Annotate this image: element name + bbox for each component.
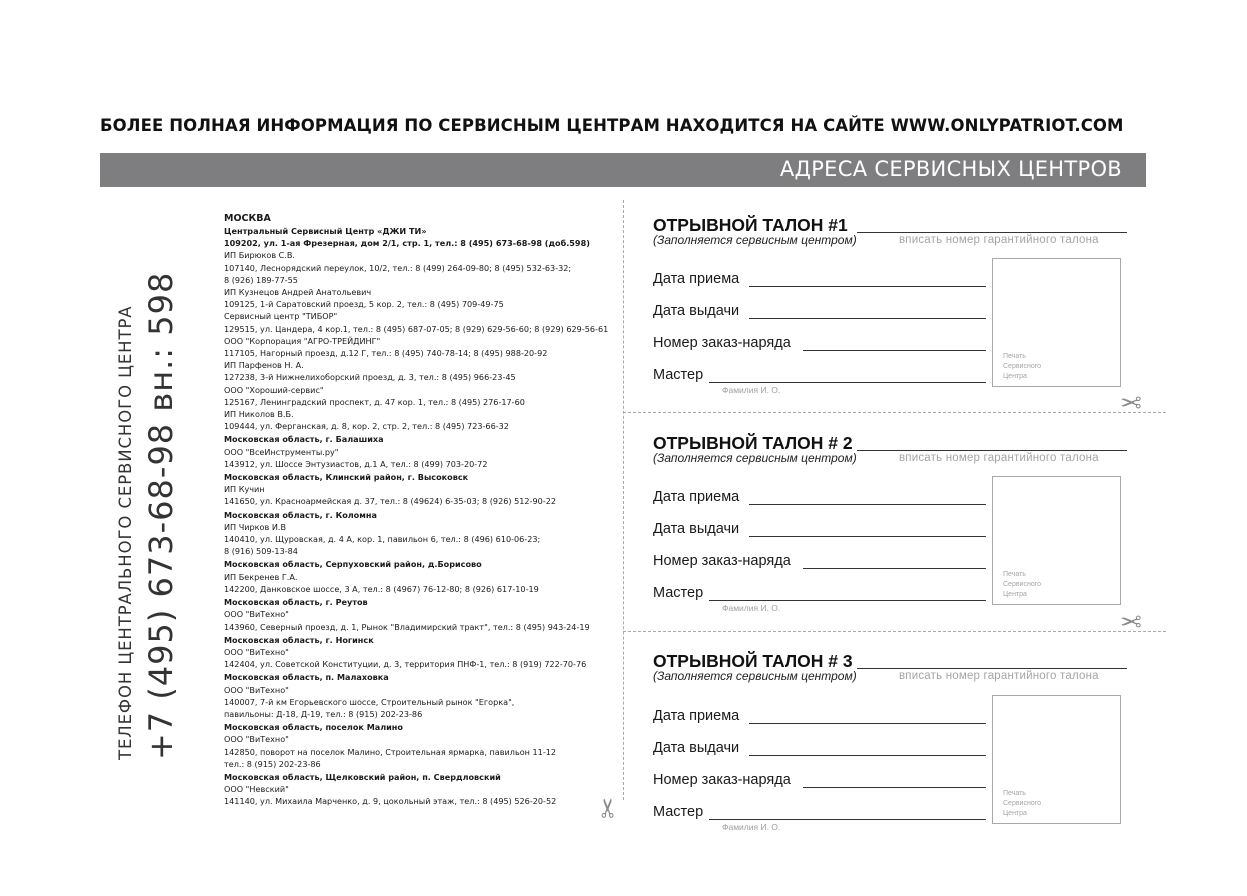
address-line: 142404, ул. Советской Конституции, д. 3, территория ПНФ-1, тел.: 8 (919) 722-70-76	[224, 659, 587, 670]
region-heading: Московская область, Клинский район, г. Высоковск	[224, 472, 469, 483]
field-label-date-received: Дата приема	[653, 708, 740, 724]
phone-label: ТЕЛЕФОН ЦЕНТРАЛЬНОГО СЕРВИСНОГО ЦЕНТРА	[116, 305, 135, 760]
field-label-date-received: Дата приема	[653, 489, 740, 505]
field-label-master: Мастер	[653, 367, 704, 383]
section-banner	[100, 153, 1146, 187]
region-heading: Московская область, поселок Малино	[224, 722, 403, 733]
address-line: ООО "ВиТехно"	[224, 646, 289, 657]
address-line: 109125, 1-й Саратовский проезд, 5 кор. 2, тел.: 8 (495) 709-49-75	[224, 299, 504, 310]
warranty-number-hint: вписать номер гарантийного талона	[899, 670, 1099, 682]
field-label-master: Мастер	[653, 585, 704, 601]
stamp-caption: Печать Сервисного Центра	[1003, 353, 1042, 380]
city-heading: МОСКВА	[224, 213, 271, 224]
address-line: 109202, ул. 1-ая Фрезерная, дом 2/1, стр. 1, тел.: 8 (495) 673-68-98 (доб.598)	[224, 238, 590, 249]
address-line: 140410, ул. Щуровская, д. 4 А, кор. 1, павильон 6, тел.: 8 (496) 610-06-23;	[224, 534, 541, 545]
address-line: 140007, 7-й км Егорьевского шоссе, Строительный рынок "Егорка",	[224, 696, 515, 707]
address-line: ООО "ВиТехно"	[224, 684, 289, 695]
coupon-subtitle: (Заполняется сервисным центром)	[653, 451, 857, 465]
address-line: ИП Кузнецов Андрей Анатольевич	[224, 287, 372, 298]
scissors-icon: ✂	[593, 797, 624, 819]
address-line: Сервисный центр "ТИБОР"	[224, 311, 338, 322]
date-issued-line[interactable]	[749, 536, 986, 537]
region-heading: Московская область, г. Ногинск	[224, 634, 374, 645]
vertical-cut-line	[623, 200, 624, 800]
phone-number: +7 (495) 673-68-98 вн.: 598	[142, 271, 180, 760]
field-label-date-received: Дата приема	[653, 271, 740, 287]
service-address-list	[224, 213, 609, 808]
warranty-number-line[interactable]	[857, 668, 1127, 669]
scissors-icon: ✂	[1120, 386, 1142, 416]
warranty-number-hint: вписать номер гарантийного талона	[899, 234, 1099, 246]
warranty-number-hint: вписать номер гарантийного талона	[899, 452, 1099, 464]
master-name-hint: Фамилия И. О.	[722, 822, 781, 832]
stamp-caption: Печать Сервисного Центра	[1003, 571, 1042, 598]
date-issued-line[interactable]	[749, 318, 986, 319]
address-line: 141650, ул. Красноармейская д. 37, тел.: 8 (49624) 6-35-03; 8 (926) 512-90-22	[224, 496, 556, 507]
address-line: 107140, Леснорядский переулок, 10/2, тел.: 8 (499) 264-09-80; 8 (495) 532-63-32;	[224, 262, 572, 273]
address-line: ООО "ВсеИнструменты.ру"	[224, 446, 339, 457]
coupon-title: ОТРЫВНОЙ ТАЛОН # 3	[653, 651, 853, 671]
address-line: ООО "ВиТехно"	[224, 734, 289, 745]
phone-block	[115, 272, 183, 760]
order-number-line[interactable]	[803, 568, 986, 569]
address-line: тел.: 8 (915) 202-23-86	[224, 758, 321, 769]
region-heading: Московская область, Щелковский район, п. Свердловский	[224, 771, 501, 782]
address-line: 142200, Данковское шоссе, 3 А, тел.: 8 (4967) 76-12-80; 8 (926) 617-10-19	[224, 583, 539, 594]
warranty-number-line[interactable]	[857, 450, 1127, 451]
address-line: 8 (926) 189-77-55	[224, 274, 298, 285]
coupon-subtitle: (Заполняется сервисным центром)	[653, 669, 857, 683]
field-label-order-number: Номер заказ-наряда	[653, 553, 791, 569]
stamp-box	[992, 258, 1121, 387]
stamp-caption: Печать Сервисного Центра	[1003, 790, 1042, 817]
date-received-line[interactable]	[749, 286, 986, 287]
address-line: 129515, ул. Цандера, 4 кор.1, тел.: 8 (495) 687-07-05; 8 (929) 629-56-60; 8 (929) 629-56-61	[224, 323, 609, 334]
address-line: ООО "ВиТехно"	[224, 609, 289, 620]
address-line: ИП Бекренев Г.А.	[224, 571, 298, 582]
address-line: 117105, Нагорный проезд, д.12 Г, тел.: 8 (495) 740-78-14; 8 (495) 988-20-92	[224, 348, 548, 359]
address-line: ООО "Хороший-сервис"	[224, 384, 324, 395]
date-received-line[interactable]	[749, 504, 986, 505]
address-line: 143960, Северный проезд, д. 1, Рынок "Владимирский тракт", тел.: 8 (495) 943-24-19	[224, 621, 590, 632]
scissors-icon: ✂	[1120, 605, 1142, 635]
address-line: 125167, Ленинградский проспект, д. 47 кор. 1, тел.: 8 (495) 276-17-60	[224, 396, 525, 407]
address-line: ИП Парфенов Н. А.	[224, 360, 304, 371]
coupon-subtitle: (Заполняется сервисным центром)	[653, 233, 857, 247]
order-number-line[interactable]	[803, 787, 986, 788]
banner-title: АДРЕСА СЕРВИСНЫХ ЦЕНТРОВ	[779, 157, 1122, 181]
region-heading: Московская область, г. Балашиха	[224, 434, 384, 445]
address-line: ИП Бирюков С.В.	[224, 250, 296, 261]
field-label-master: Мастер	[653, 804, 704, 820]
stamp-box	[992, 476, 1121, 605]
address-line: 127238, 3-й Нижнелихоборский проезд, д. 3, тел.: 8 (495) 966-23-45	[224, 372, 516, 383]
address-line: ООО "Корпорация "АГРО-ТРЕЙДИНГ"	[224, 335, 381, 346]
region-heading: Московская область, г. Коломна	[224, 509, 377, 520]
site-info-heading: БОЛЕЕ ПОЛНАЯ ИНФОРМАЦИЯ ПО СЕРВИСНЫМ ЦЕНТРАМ НАХОДИТСЯ НА САЙТЕ WWW.ONLYPATRIOT.COM	[100, 116, 1124, 135]
address-line: ИП Чирков И.В	[224, 521, 287, 532]
address-line: 141140, ул. Михаила Марченко, д. 9, цокольный этаж, тел.: 8 (495) 526-20-52	[224, 796, 557, 807]
date-issued-line[interactable]	[749, 755, 986, 756]
master-name-hint: Фамилия И. О.	[722, 603, 781, 613]
address-line: Центральный Сервисный Центр «ДЖИ ТИ»	[224, 226, 427, 236]
field-label-date-issued: Дата выдачи	[653, 740, 740, 756]
tear-off-coupon-2	[653, 433, 1128, 653]
address-line: 143912, ул. Шоссе Энтузиастов, д.1 А, тел.: 8 (499) 703-20-72	[224, 458, 488, 469]
stamp-box	[992, 695, 1121, 824]
field-label-date-issued: Дата выдачи	[653, 521, 740, 537]
region-heading: Московская область, Серпуховский район, д.Борисово	[224, 559, 482, 570]
address-line: 142850, поворот на поселок Малино, Строительная ярмарка, павильон 11-12	[224, 746, 557, 757]
region-heading: Московская область, п. Малаховка	[224, 672, 389, 683]
master-line[interactable]	[709, 600, 986, 601]
address-line: ИП Николов В.Б.	[224, 409, 294, 420]
coupon-title: ОТРЫВНОЙ ТАЛОН # 2	[653, 433, 853, 453]
address-line: павильоны: Д-18, Д-19, тел.: 8 (915) 202-23-86	[224, 708, 423, 719]
region-heading: Московская область, г. Реутов	[224, 597, 368, 608]
field-label-order-number: Номер заказ-наряда	[653, 772, 791, 788]
address-line: ООО "Невский"	[224, 784, 289, 795]
tear-off-coupon-3	[653, 651, 1128, 871]
master-line[interactable]	[709, 819, 986, 820]
address-line: 109444, ул. Ферганская, д. 8, кор. 2, стр. 2, тел.: 8 (495) 723-66-32	[224, 421, 509, 432]
date-received-line[interactable]	[749, 723, 986, 724]
address-line: ИП Кучин	[224, 484, 265, 495]
master-name-hint: Фамилия И. О.	[722, 385, 781, 395]
address-line: 8 (916) 509-13-84	[224, 546, 298, 557]
order-number-line[interactable]	[803, 350, 986, 351]
master-line[interactable]	[709, 382, 986, 383]
field-label-order-number: Номер заказ-наряда	[653, 335, 791, 351]
field-label-date-issued: Дата выдачи	[653, 303, 740, 319]
tear-off-coupon-1	[653, 215, 1128, 435]
coupon-title: ОТРЫВНОЙ ТАЛОН #1	[653, 215, 848, 235]
warranty-number-line[interactable]	[857, 232, 1127, 233]
